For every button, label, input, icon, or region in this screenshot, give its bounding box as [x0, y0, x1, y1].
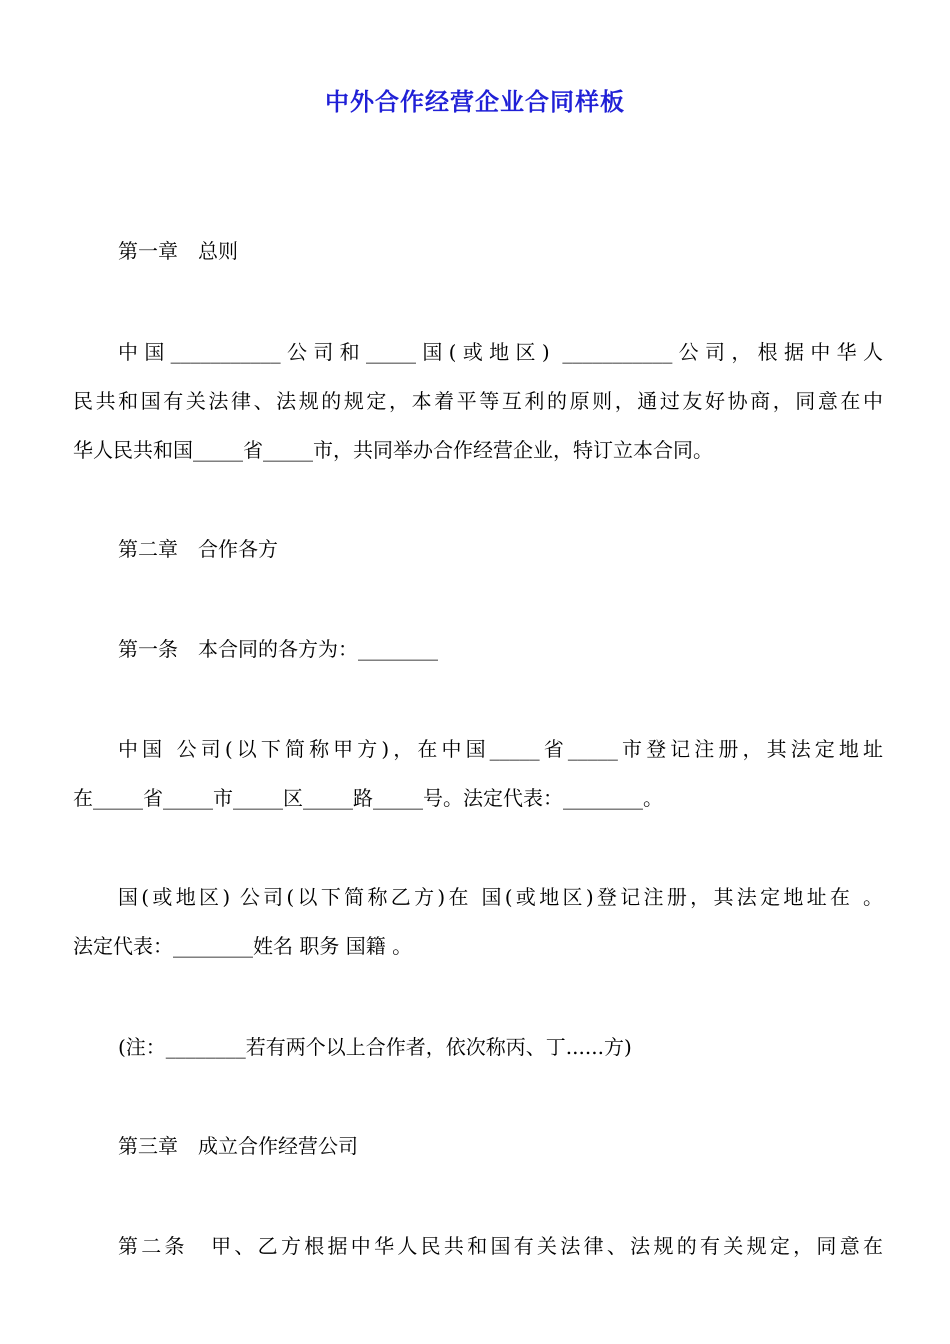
document-title: 中外合作经营企业合同样板 [325, 88, 625, 116]
preamble-line-1: 中国___________公司和_____国(或地区) ___________公司，根据中华人 [118, 340, 883, 364]
article-2-line-1: 第二条 甲、乙方根据中华人民共和国有关法律、法规的有关规定，同意在 [118, 1234, 883, 1258]
article-1-text: 第一条 本合同的各方为：________ [118, 637, 438, 661]
party-b-line-2: 法定代表：________姓名 职务 国籍 。 [73, 934, 413, 958]
chapter-2-heading: 第二章 合作各方 [118, 537, 278, 561]
preamble-line-2: 民共和国有关法律、法规的规定，本着平等互利的原则，通过友好协商，同意在中 [73, 389, 883, 413]
chapter-1-heading: 第一章 总则 [118, 239, 238, 263]
preamble-line-3: 华人民共和国_____省_____市，共同举办合作经营企业，特订立本合同。 [73, 438, 713, 462]
party-a-line-2: 在_____省_____市_____区_____路_____号。法定代表：________。 [73, 786, 663, 810]
party-a-line-1: 中国 公司(以下简称甲方)，在中国_____省_____市登记注册，其法定地址 [118, 737, 883, 761]
chapter-3-heading: 第三章 成立合作经营公司 [118, 1134, 358, 1158]
note-line: (注：________若有两个以上合作者，依次称丙、丁......方) [118, 1035, 632, 1059]
party-b-line-1: 国(或地区) 公司(以下简称乙方)在 国(或地区)登记注册，其法定地址在 。 [118, 885, 883, 909]
